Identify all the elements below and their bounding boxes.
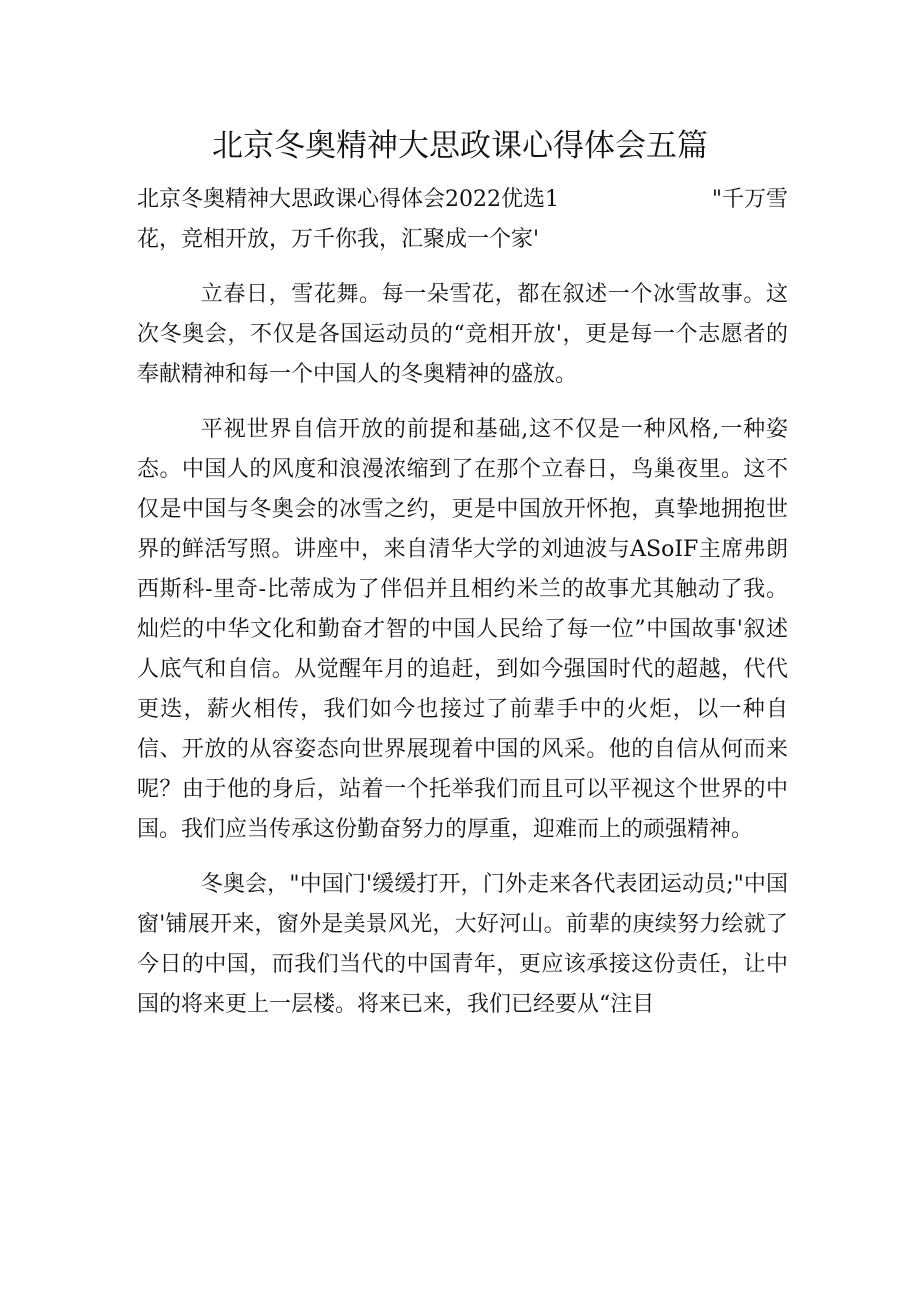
paragraph-1: 立春日，雪花舞。每一朵雪花，都在叙述一个冰雪故事。这次冬奥会，不仅是各国运动员的“竞相开放'，更是每一个志愿者的奉献精神和每一个中国人的冬奥精神的盛放。 bbox=[137, 282, 788, 387]
subtitle-quote-start: "千万雪 bbox=[711, 187, 788, 212]
document-body bbox=[137, 180, 788, 1040]
paragraph-2: 平视世界自信开放的前提和基础,这不仅是一种风格,一种姿态。中国人的风度和浪漫浓缩到了在那个立春日，鸟巢夜里。这不仅是中国与冬奥会的冰雪之约，更是中国放开怀抱，真挚地拥抱世界的鲜活写照。讲座中，来自清华大学的刘迪波与ASoIF主席弗朗西斯科-里奇-比蒂成为了伴侣并且相约米兰的故事尤其触动了我。灿烂的中华文化和勤奋才智的中国人民给了每一位”中国故事'叙述人底气和自信。从觉醒年月的追赶，到如今强国时代的超越，代代更迭，薪火相传，我们如今也接过了前辈手中的火炬，以一种自信、开放的从容姿态向世界展现着中国的风采。他的自信从何而来呢？由于他的身后，站着一个托举我们而且可以平视这个世界的中国。我们应当传承这份勤奋努力的厚重，迎难而上的顽强精神。 bbox=[137, 417, 788, 842]
subtitle-quote-continued: 花，竞相开放，万千你我，汇聚成一个家' bbox=[137, 227, 540, 252]
subtitle-block bbox=[137, 180, 788, 260]
document-title: 北京冬奥精神大思政课心得体会五篇 bbox=[212, 128, 708, 164]
paragraph-3: 冬奥会，"中国门'缓缓打开，门外走来各代表团运动员;"中国窗'铺展开来，窗外是美景风光，大好河山。前辈的庚续努力绘就了今日的中国，而我们当代的中国青年，更应该承接这份责任，让中国的将来更上一层楼。将来已来，我们已经要从“注目 bbox=[137, 872, 788, 1017]
subtitle-text: 北京冬奥精神大思政课心得体会2022优选1 bbox=[137, 187, 559, 212]
